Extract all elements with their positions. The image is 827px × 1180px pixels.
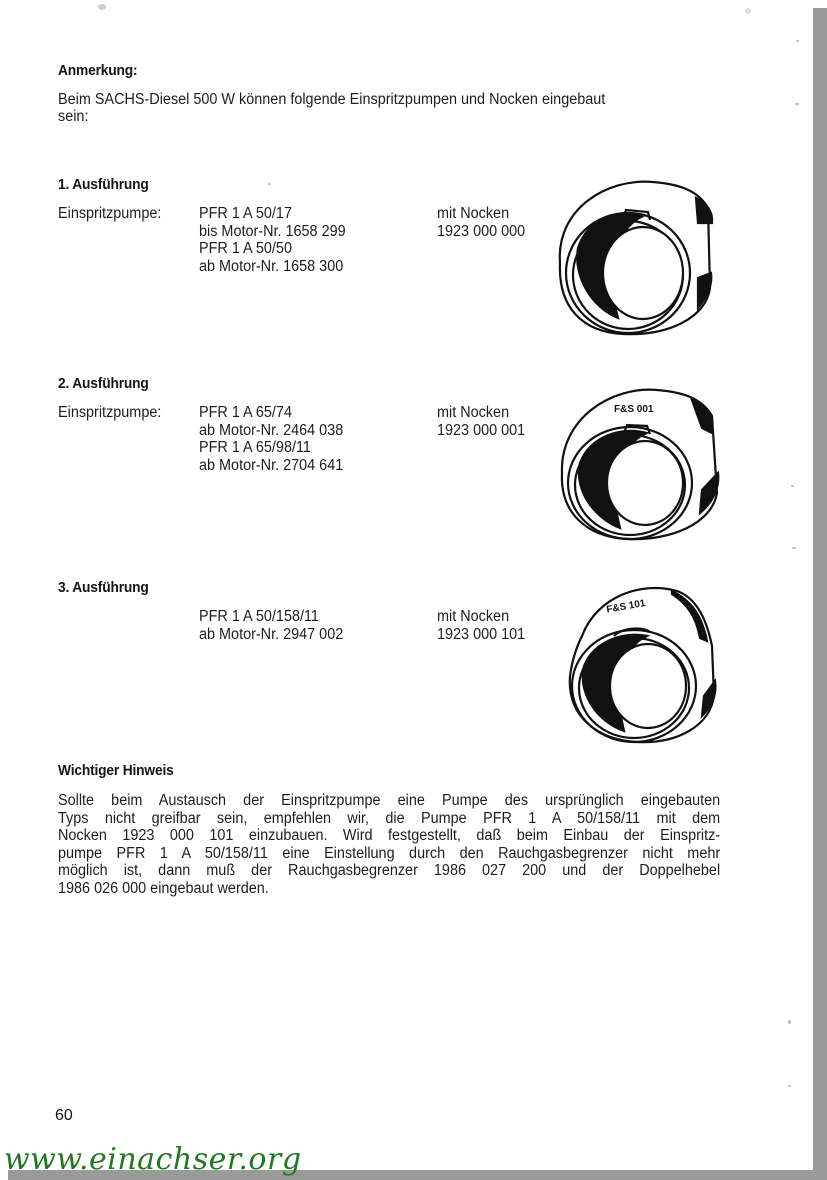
variant-1-cam [437,205,525,240]
cam-label: mit Nocken [437,404,510,421]
variant-1-heading: 1. Ausführung [58,176,149,193]
variant-2-cam [437,404,525,439]
intro-line: Beim SACHS-Diesel 500 W können folgende Einspritzpumpen und Nocken eingebaut [58,91,606,108]
spec-line: ab Motor-Nr. 2704 641 [199,456,344,474]
spec-line: ab Motor-Nr. 1658 300 [199,257,344,275]
scan-speck [98,4,106,10]
scan-shadow-right [813,8,827,1180]
cam-label: mit Nocken [437,608,510,625]
cam-illustration-2 [552,378,732,543]
scan-speck [795,103,799,105]
cam-number: 1923 000 001 [437,421,526,439]
cam-illustration-1 [548,168,728,338]
cam-number: 1923 000 000 [437,222,526,240]
cam-marking: F&S 001 [614,404,654,415]
spec-line: PFR 1 A 50/158/11 [199,608,319,625]
spec-line: ab Motor-Nr. 2947 002 [199,625,344,643]
cam-number: 1923 000 101 [437,625,526,643]
variant-3-cam [437,608,525,643]
scan-speck [745,8,751,14]
spec-line: PFR 1 A 65/74 [199,404,292,421]
important-heading: Wichtiger Hinweis [58,762,174,779]
important-line: möglich ist, dann muß der Rauchgasbegrenzer 1986 027 200 und der Doppelhebel [58,862,721,879]
scan-speck [791,485,794,487]
variant-3-specs [199,608,343,643]
important-line: Nocken 1923 000 101 einzubauen. Wird festgestellt, daß beim Einbau der Einspritz- [58,827,721,844]
page-number: 60 [55,1107,73,1124]
important-line: Sollte beim Austausch der Einspritzpumpe eine Pumpe des ursprünglich eingebauten [58,792,721,809]
spec-line: bis Motor-Nr. 1658 299 [199,222,346,240]
spec-line: PFR 1 A 65/98/11 [199,439,311,456]
important-line: pumpe PFR 1 A 50/158/11 eine Einstellung durch den Rauchgasbegrenzer nicht mehr [58,844,721,862]
important-text [58,792,720,897]
cam-illustration-3 [562,576,722,748]
cam-label: mit Nocken [437,205,510,222]
scan-speck [792,547,796,549]
variant-1-label: Einspritzpumpe: [58,205,162,222]
important-line: 1986 026 000 eingebaut werden. [58,879,269,897]
variant-2-heading: 2. Ausführung [58,375,149,392]
scan-speck [796,40,799,42]
variant-2-specs [199,404,343,474]
variant-1-specs [199,205,346,275]
note-heading: Anmerkung: [58,62,138,79]
watermark-url: www.einachser.org [4,1142,302,1177]
variant-2-label: Einspritzpumpe: [58,404,162,421]
scan-speck [268,183,271,185]
scan-speck [788,1020,791,1024]
spec-line: PFR 1 A 50/17 [199,205,292,222]
intro-line: sein: [58,108,89,125]
cam-marking: F&S 101 [605,597,647,616]
important-line: Typs nicht greifbar sein, empfehlen wir, die Pumpe PFR 1 A 50/158/11 mit dem [58,809,721,827]
variant-3-heading: 3. Ausführung [58,579,149,596]
scan-speck [788,1085,791,1087]
spec-line: PFR 1 A 50/50 [199,240,292,257]
spec-line: ab Motor-Nr. 2464 038 [199,421,344,439]
intro-text [58,91,672,125]
